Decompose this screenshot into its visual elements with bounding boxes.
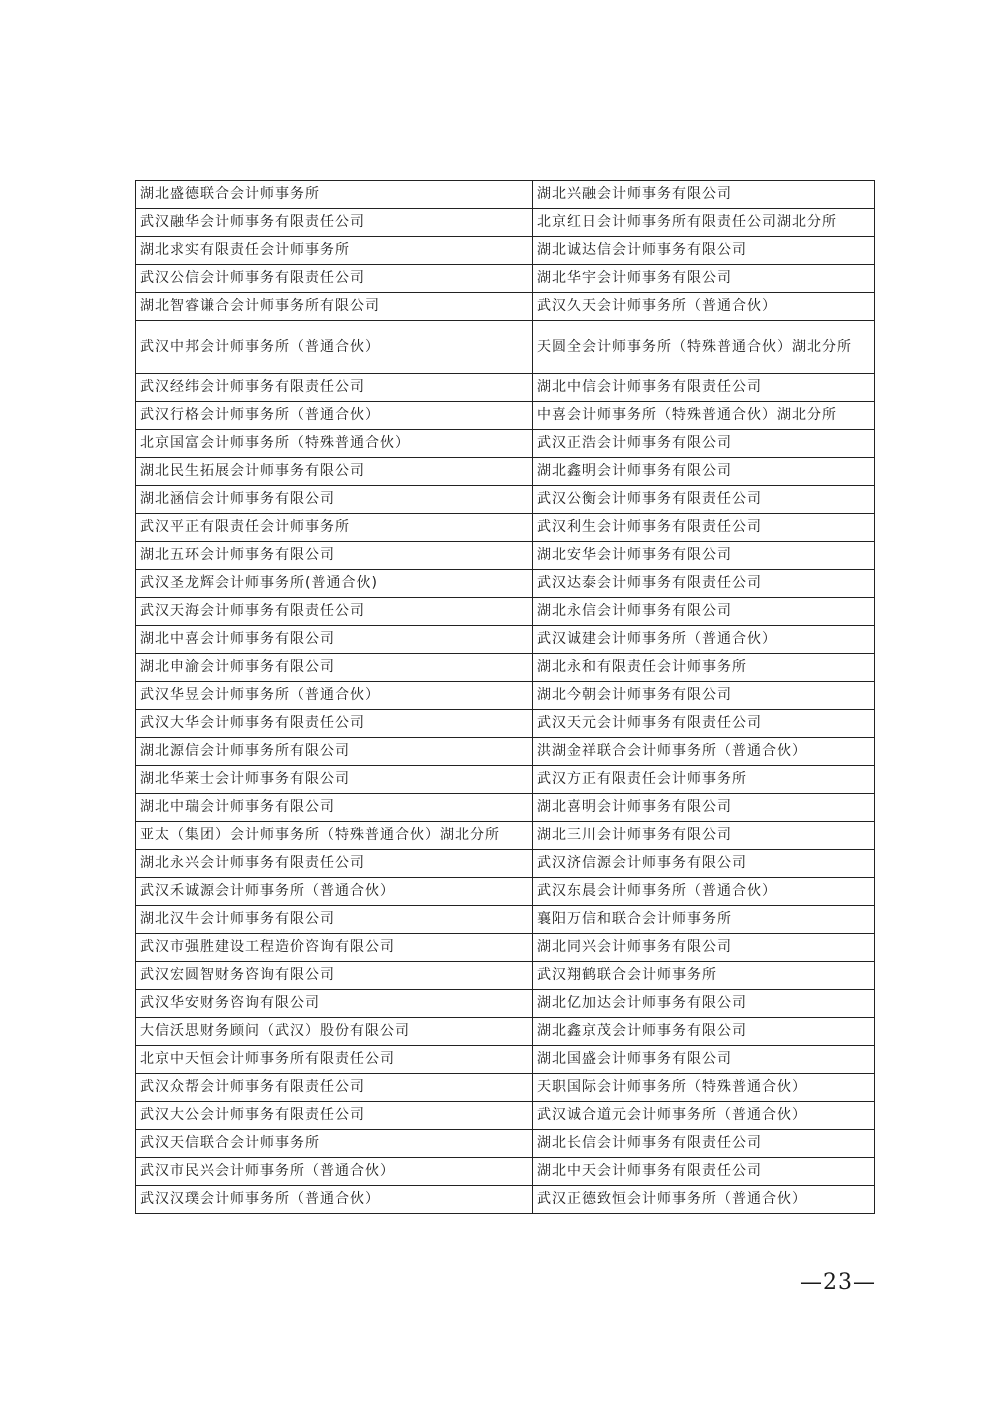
- firm-name-right: 武汉久天会计师事务所（普通合伙）: [533, 293, 875, 321]
- firm-name-left: 湖北民生拓展会计师事务有限公司: [136, 458, 533, 486]
- table-row: [136, 237, 875, 265]
- table-row: [136, 321, 875, 374]
- firm-name-right: 武汉达泰会计师事务有限责任公司: [533, 570, 875, 598]
- table-row: [136, 514, 875, 542]
- firm-name-right: 武汉正浩会计师事务有限公司: [533, 430, 875, 458]
- firm-name-right: 中喜会计师事务所（特殊普通合伙）湖北分所: [533, 402, 875, 430]
- firm-name-right: 湖北三川会计师事务有限公司: [533, 822, 875, 850]
- firm-name-left: 武汉汉璞会计师事务所（普通合伙）: [136, 1186, 533, 1214]
- firm-name-right: 武汉东晨会计师事务所（普通合伙）: [533, 878, 875, 906]
- firm-name-left: 湖北中喜会计师事务有限公司: [136, 626, 533, 654]
- firm-name-left: 湖北永兴会计师事务有限责任公司: [136, 850, 533, 878]
- firm-name-left: 武汉华昱会计师事务所（普通合伙）: [136, 682, 533, 710]
- firm-name-left: 湖北申渝会计师事务有限公司: [136, 654, 533, 682]
- table-row: [136, 1046, 875, 1074]
- firm-name-right: 武汉方正有限责任会计师事务所: [533, 766, 875, 794]
- table-row: [136, 738, 875, 766]
- firm-name-left: 湖北盛德联合会计师事务所: [136, 181, 533, 209]
- table-row: [136, 1074, 875, 1102]
- firm-name-right: 武汉利生会计师事务有限责任公司: [533, 514, 875, 542]
- table-row: [136, 878, 875, 906]
- firm-name-left: 湖北汉牛会计师事务有限公司: [136, 906, 533, 934]
- firm-name-right: 武汉诚建会计师事务所（普通合伙）: [533, 626, 875, 654]
- table-row: [136, 402, 875, 430]
- firm-name-left: 武汉经纬会计师事务有限责任公司: [136, 374, 533, 402]
- firm-name-right: 湖北中信会计师事务有限责任公司: [533, 374, 875, 402]
- table-row: [136, 906, 875, 934]
- firm-name-left: 武汉平正有限责任会计师事务所: [136, 514, 533, 542]
- firm-name-right: 北京红日会计师事务所有限责任公司湖北分所: [533, 209, 875, 237]
- firm-name-left: 湖北涵信会计师事务有限公司: [136, 486, 533, 514]
- table-row: [136, 1102, 875, 1130]
- firm-name-right: 襄阳万信和联合会计师事务所: [533, 906, 875, 934]
- firm-name-right: 湖北亿加达会计师事务有限公司: [533, 990, 875, 1018]
- firm-name-left: 武汉大华会计师事务有限责任公司: [136, 710, 533, 738]
- firm-name-left: 武汉融华会计师事务有限责任公司: [136, 209, 533, 237]
- table-row: [136, 430, 875, 458]
- firm-name-left: 武汉宏圆智财务咨询有限公司: [136, 962, 533, 990]
- table-row: [136, 1130, 875, 1158]
- firm-name-left: 武汉市民兴会计师事务所（普通合伙）: [136, 1158, 533, 1186]
- firm-name-right: 洪湖金祥联合会计师事务所（普通合伙）: [533, 738, 875, 766]
- firm-name-right: 湖北喜明会计师事务有限公司: [533, 794, 875, 822]
- table-row: [136, 794, 875, 822]
- table-row: [136, 293, 875, 321]
- firm-name-left: 湖北中瑞会计师事务有限公司: [136, 794, 533, 822]
- firm-name-right: 武汉翔鹤联合会计师事务所: [533, 962, 875, 990]
- firm-name-right: 武汉诚合道元会计师事务所（普通合伙）: [533, 1102, 875, 1130]
- firm-name-right: 湖北同兴会计师事务有限公司: [533, 934, 875, 962]
- firm-list-table: [135, 180, 875, 1214]
- firm-name-right: 湖北诚达信会计师事务有限公司: [533, 237, 875, 265]
- firm-name-left: 武汉华安财务咨询有限公司: [136, 990, 533, 1018]
- table-row: [136, 374, 875, 402]
- firm-name-left: 湖北求实有限责任会计师事务所: [136, 237, 533, 265]
- firm-name-right: 湖北鑫明会计师事务有限公司: [533, 458, 875, 486]
- firm-name-right: 湖北安华会计师事务有限公司: [533, 542, 875, 570]
- firm-name-left: 武汉天信联合会计师事务所: [136, 1130, 533, 1158]
- firm-name-right: 武汉天元会计师事务有限责任公司: [533, 710, 875, 738]
- firm-name-left: 武汉中邦会计师事务所（普通合伙）: [136, 321, 533, 374]
- firm-name-left: 武汉天海会计师事务有限责任公司: [136, 598, 533, 626]
- table-row: [136, 766, 875, 794]
- table-row: [136, 570, 875, 598]
- firm-name-right: 武汉公衡会计师事务有限责任公司: [533, 486, 875, 514]
- firm-name-left: 北京中天恒会计师事务所有限责任公司: [136, 1046, 533, 1074]
- firm-name-right: 武汉济信源会计师事务有限公司: [533, 850, 875, 878]
- firm-name-left: 湖北华莱士会计师事务有限公司: [136, 766, 533, 794]
- firm-name-right: 湖北华宇会计师事务有限公司: [533, 265, 875, 293]
- firm-name-left: 武汉圣龙辉会计师事务所(普通合伙): [136, 570, 533, 598]
- page-number: —23—: [800, 1270, 876, 1295]
- firm-name-left: 武汉禾诚源会计师事务所（普通合伙）: [136, 878, 533, 906]
- firm-name-left: 亚太（集团）会计师事务所（特殊普通合伙）湖北分所: [136, 822, 533, 850]
- firm-name-right: 湖北永和有限责任会计师事务所: [533, 654, 875, 682]
- firm-name-left: 武汉行格会计师事务所（普通合伙）: [136, 402, 533, 430]
- firm-name-right: 湖北国盛会计师事务有限公司: [533, 1046, 875, 1074]
- firm-name-right: 湖北兴融会计师事务有限公司: [533, 181, 875, 209]
- table-row: [136, 850, 875, 878]
- firm-name-left: 武汉公信会计师事务有限责任公司: [136, 265, 533, 293]
- firm-name-left: 武汉众帮会计师事务有限责任公司: [136, 1074, 533, 1102]
- firm-name-right: 湖北鑫京茂会计师事务有限公司: [533, 1018, 875, 1046]
- firm-name-right: 武汉正德致恒会计师事务所（普通合伙）: [533, 1186, 875, 1214]
- firm-name-right: 湖北长信会计师事务有限责任公司: [533, 1130, 875, 1158]
- table-row: [136, 458, 875, 486]
- table-row: [136, 598, 875, 626]
- table-row: [136, 209, 875, 237]
- firm-name-left: 武汉大公会计师事务有限责任公司: [136, 1102, 533, 1130]
- firm-name-left: 湖北五环会计师事务有限公司: [136, 542, 533, 570]
- firm-name-right: 湖北永信会计师事务有限公司: [533, 598, 875, 626]
- table-row: [136, 181, 875, 209]
- table-row: [136, 1158, 875, 1186]
- table-row: [136, 1186, 875, 1214]
- firm-name-right: 湖北今朝会计师事务有限公司: [533, 682, 875, 710]
- table-row: [136, 486, 875, 514]
- firm-name-left: 湖北源信会计师事务所有限公司: [136, 738, 533, 766]
- firm-name-right: 湖北中天会计师事务有限责任公司: [533, 1158, 875, 1186]
- firm-name-right: 天职国际会计师事务所（特殊普通合伙）: [533, 1074, 875, 1102]
- firm-name-left: 北京国富会计师事务所（特殊普通合伙）: [136, 430, 533, 458]
- table-row: [136, 654, 875, 682]
- firm-name-left: 大信沃思财务顾问（武汉）股份有限公司: [136, 1018, 533, 1046]
- table-row: [136, 265, 875, 293]
- firm-name-right: 天圆全会计师事务所（特殊普通合伙）湖北分所: [533, 321, 875, 374]
- table-row: [136, 962, 875, 990]
- table-row: [136, 626, 875, 654]
- table-row: [136, 990, 875, 1018]
- table-row: [136, 710, 875, 738]
- firm-name-left: 武汉市强胜建设工程造价咨询有限公司: [136, 934, 533, 962]
- table-row: [136, 542, 875, 570]
- table-row: [136, 822, 875, 850]
- table-row: [136, 682, 875, 710]
- firm-list-body: [136, 181, 875, 1214]
- table-row: [136, 934, 875, 962]
- table-row: [136, 1018, 875, 1046]
- firm-name-left: 湖北智睿谦合会计师事务所有限公司: [136, 293, 533, 321]
